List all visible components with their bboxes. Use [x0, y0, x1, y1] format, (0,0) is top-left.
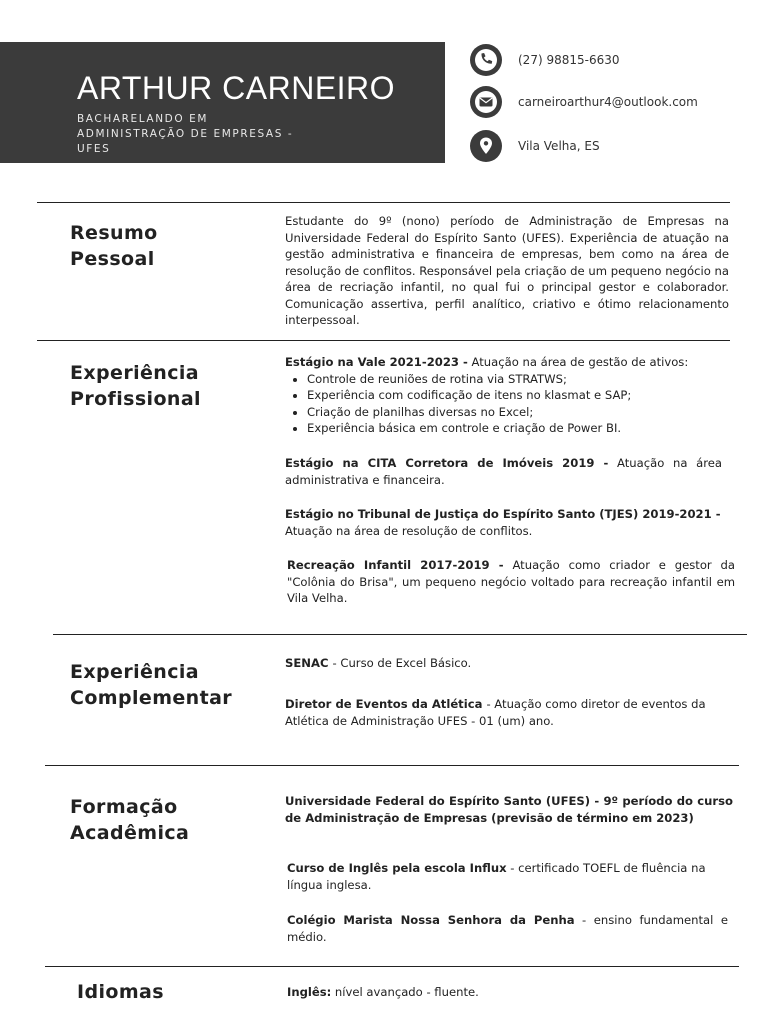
cita-description: Atuação na área administrativa e financeira.: [285, 456, 722, 487]
idiomas-entry: [287, 984, 732, 1001]
section-title-line: Acadêmica: [70, 822, 190, 844]
cita-title: Estágio na CITA Corretora de Imóveis 2019 -: [285, 456, 609, 470]
cita-entry: [285, 455, 722, 488]
section-title-line: Experiência: [70, 661, 200, 683]
tjes-title: Estágio no Tribunal de Justiça do Espírito Santo (TJES) 2019-2021 -: [285, 507, 721, 521]
resumo-text: Estudante do 9º (nono) período de Administração de Empresas na Universidade Federal do Espírito Santo (UFES). Experiência de atuação na gestão administrativa e financeira de empresas, bem como na área de resolução de conflitos. Responsável pela criação de um pequeno negócio na área de recriação infantil, no qual fui o principal gestor e colaborador. Comunicação assertiva, perfil analítico, criativo e ótimo relacionamento interpessoal.: [285, 214, 729, 327]
marista-description: - ensino fundamental e médio.: [287, 913, 728, 944]
marista-entry: [287, 912, 728, 945]
contact-location: [470, 130, 600, 162]
ingles-course-title: Curso de Inglês pela escola Influx: [287, 861, 507, 875]
ingles-course-description: - certificado TOEFL de fluência na língua inglesa.: [287, 861, 706, 892]
location-text: Vila Velha, ES: [518, 139, 600, 153]
contact-phone: [470, 44, 620, 76]
subtitle-line: BACHARELANDO EM: [77, 113, 209, 125]
list-item: • Controle de reuniões de rotina via STRATWS;: [307, 371, 735, 388]
recreacao-description: Atuação como criador e gestor da "Colônia do Brisa", um pequeno negócio voltado para recreação infantil em Vila Velha.: [287, 558, 735, 605]
section-title-complementar: [70, 659, 232, 711]
idiomas-ingles-label: Inglês:: [287, 985, 332, 999]
tjes-description: Atuação na área de resolução de conflitos.: [285, 523, 533, 538]
section-title-idiomas: Idiomas: [77, 981, 164, 1003]
candidate-name: ARTHUR CARNEIRO: [77, 70, 396, 106]
email-icon: [470, 86, 502, 118]
email-text: carneiroarthur4@outlook.com: [518, 95, 698, 109]
candidate-subtitle: [77, 112, 327, 157]
vale-entry: [285, 354, 735, 437]
vale-title: Estágio na Vale 2021-2023 -: [285, 355, 468, 369]
ingles-course-entry: [287, 860, 732, 893]
section-title-line: Profissional: [70, 388, 201, 410]
list-item: • Experiência com codificação de itens no klasmat e SAP;: [307, 387, 735, 404]
idiomas-ingles-level: nível avançado - fluente.: [331, 985, 479, 999]
section-title-experiencia: [70, 360, 201, 412]
section-title-resumo: [70, 220, 158, 272]
vale-description: Atuação na área de gestão de ativos:: [467, 355, 689, 369]
section-divider: [37, 340, 730, 341]
section-title-line: Pessoal: [70, 248, 155, 270]
section-title-formacao: [70, 794, 189, 846]
subtitle-line: UFES: [77, 143, 111, 155]
phone-icon: [470, 44, 502, 76]
phone-text: (27) 98815-6630: [518, 53, 620, 67]
diretor-entry: [285, 696, 735, 729]
list-item: • Experiência básica em controle e criação de Power BI.: [307, 420, 735, 437]
senac-description: - Curso de Excel Básico.: [332, 656, 472, 670]
section-divider: [45, 765, 739, 766]
section-title-line: Resumo: [70, 222, 158, 244]
vale-list: [285, 371, 735, 437]
diretor-title: Diretor de Eventos da Atlética: [285, 697, 487, 711]
senac-title: SENAC: [285, 656, 333, 670]
subtitle-line: ADMINISTRAÇÃO DE EMPRESAS -: [77, 128, 294, 140]
contact-email: [470, 86, 698, 118]
section-title-line: Formação: [70, 796, 178, 818]
ufes-entry: Universidade Federal do Espírito Santo (UFES) - 9º período do curso de Administração de Empresas (previsão de término em 2023): [285, 794, 733, 825]
section-divider: [53, 634, 747, 635]
section-title-line: Experiência: [70, 362, 200, 384]
marista-title: Colégio Marista Nossa Senhora da Penha: [287, 913, 575, 927]
section-title-line: Complementar: [70, 687, 233, 709]
senac-entry: [285, 655, 735, 672]
tjes-entry: [285, 506, 735, 539]
recreacao-entry: [287, 557, 735, 607]
diretor-description: - Atuação como diretor de eventos da Atlética de Administração UFES - 01 (um) ano.: [285, 697, 706, 728]
list-item: • Criação de planilhas diversas no Excel;: [307, 404, 735, 421]
section-divider: [45, 966, 739, 967]
section-divider: [37, 202, 730, 203]
location-pin-icon: [470, 130, 502, 162]
recreacao-title: Recreação Infantil 2017-2019 -: [287, 558, 504, 572]
